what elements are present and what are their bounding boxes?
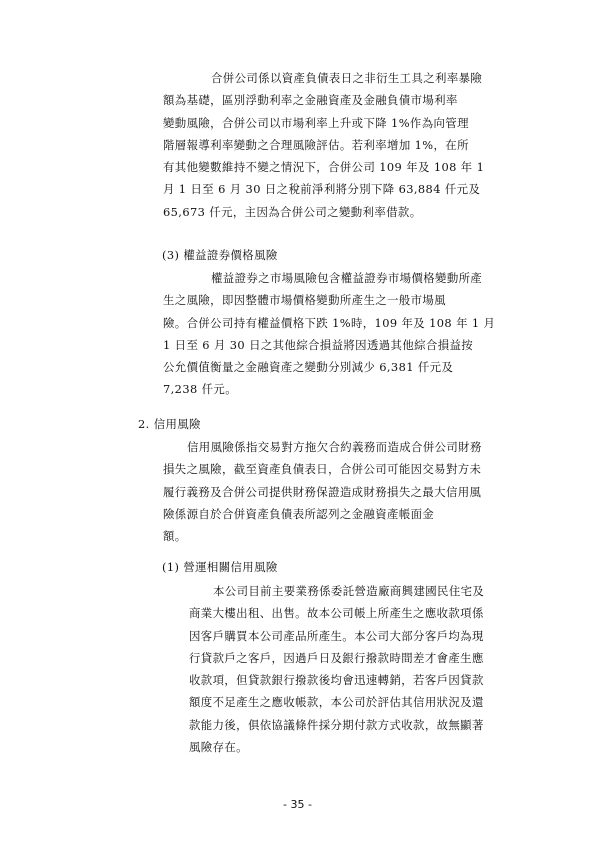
text-line: 險係源自於合併資產負債表所認列之金融資產帳面金 — [163, 506, 435, 521]
text-line: 7,238 仟元。 — [163, 382, 238, 397]
text-line: 變動風險，合併公司以市場利率上升或下降 1%作為向管理 — [163, 115, 469, 130]
text-line: 信用風險係指交易對方拖欠合約義務而造成合併公司財務 — [187, 440, 482, 454]
text-line: 行貸款戶之客戶，因過戶日及銀行撥款時間差才會產生應 — [189, 650, 484, 665]
credit-risk-heading: 2. 信用風險 — [138, 417, 201, 431]
text-line: 額。 — [163, 529, 187, 544]
text-line: 有其他變數維持不變之情況下，合併公司 109 年及 108 年 1 — [163, 160, 485, 175]
text-line: 風險存在。 — [189, 740, 248, 755]
text-line: 階層報導利率變動之合理風險評估。若利率增加 1%，在所 — [163, 137, 469, 152]
text-line: 款能力後，俱依協議條件採分期付款方式收款，故無顯著 — [189, 717, 484, 732]
page-number: - 35 - — [283, 798, 312, 811]
text-line: 權益證券之市場風險包含權益證券市場價格變動所產 — [211, 271, 483, 285]
equity-price-risk-heading: (3) 權益證券價格風險 — [162, 248, 278, 262]
text-line: 商業大樓出租、出售。故本公司帳上所產生之應收款項係 — [189, 606, 484, 621]
text-line: 月 1 日至 6 月 30 日之稅前淨利將分別下降 63,884 仟元及 — [163, 182, 481, 197]
operating-credit-paragraph — [189, 580, 485, 758]
interest-rate-paragraph — [163, 67, 485, 223]
text-line: 因客戶購買本公司產品所產生。本公司大部分客戶均為現 — [189, 628, 484, 643]
operating-credit-risk-heading: (1) 營運相關信用風險 — [162, 560, 278, 574]
text-line: 65,673 仟元，主因為合併公司之變動利率借款。 — [163, 204, 422, 219]
text-line: 損失之風險，截至資產負債表日，合併公司可能因交易對方未 — [163, 462, 482, 477]
equity-price-paragraph — [163, 267, 496, 401]
text-line: 1 日至 6 月 30 日之其他綜合損益將因透過其他綜合損益按 — [163, 337, 474, 352]
text-line: 本公司目前主要業務係委託營造廠商興建國民住宅及 — [213, 584, 485, 598]
text-line: 生之風險，即因整體市場價格變動所產生之一般市場風 — [163, 293, 446, 308]
text-line: 險。合併公司持有權益價格下跌 1%時，109 年及 108 年 1 月 — [163, 315, 496, 330]
text-line: 額度不足產生之應收帳款，本公司於評估其信用狀況及還 — [189, 695, 484, 710]
credit-risk-paragraph — [163, 436, 482, 547]
text-line: 收款項，但貸款銀行撥款後均會迅速轉銷，若客戶因貸款 — [189, 673, 484, 688]
text-line: 公允價值衡量之金融資產之變動分別減少 6,381 仟元及 — [163, 360, 454, 375]
text-line: 履行義務及合併公司提供財務保證造成財務損失之最大信用風 — [163, 484, 482, 499]
text-line: 額為基礎，區別浮動利率之金融資產及金融負債市場利率 — [163, 93, 458, 108]
text-line: 合併公司係以資產負債表日之非衍生工具之利率暴險 — [211, 71, 483, 85]
